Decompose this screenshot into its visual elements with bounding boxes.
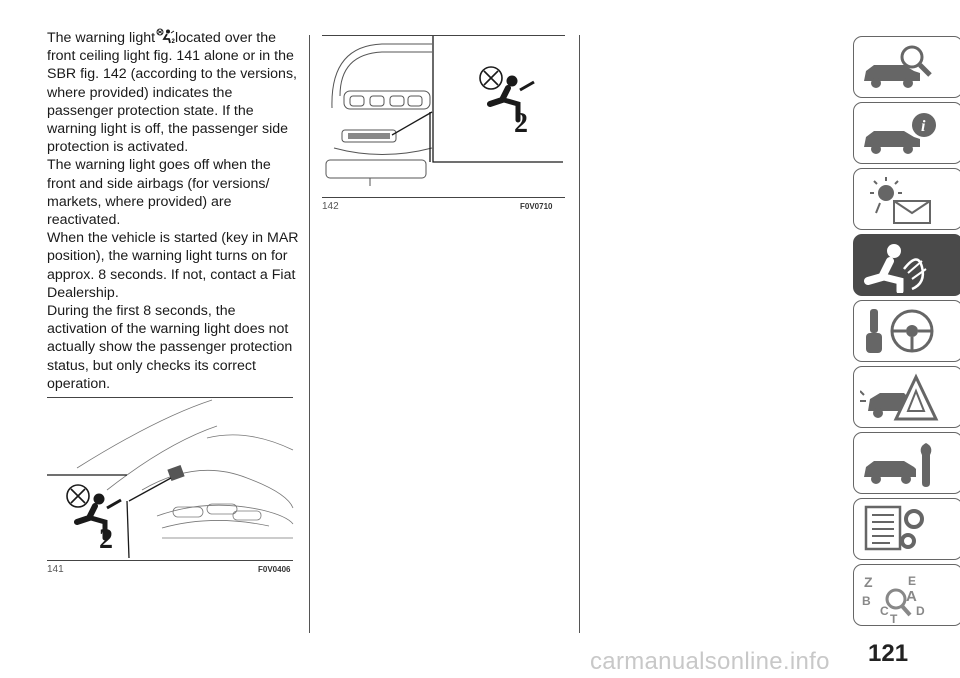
paragraph-4: During the first 8 seconds, the activation of the warning light does not actually show the passenger protection status, but only checks its correct operation. (47, 303, 293, 392)
tab-index[interactable] (853, 564, 960, 626)
paragraph-1 (47, 28, 299, 156)
svg-text:E: E (908, 574, 917, 588)
car-magnifier-icon (860, 41, 940, 95)
tab-safety[interactable] (853, 234, 960, 296)
svg-text:T: T (890, 612, 898, 623)
list-gears-icon (860, 503, 940, 557)
tab-warning-lights[interactable] (853, 168, 960, 230)
svg-text:A: A (906, 588, 917, 605)
seat-airbag-icon (860, 239, 940, 293)
para1-start: The warning light (47, 30, 156, 46)
fig142-bottom-rule (322, 197, 565, 198)
svg-text:i: i (921, 118, 926, 135)
para1-end: located over the front ceiling light fig. 141 alone or in the SBR fig. 142 (according to the versions, where provided) indicates the passenger protection state. If the warning light is off, the passenger side protection is activated. (47, 30, 297, 156)
svg-text:D: D (916, 604, 925, 618)
car-wrench-icon (860, 437, 940, 491)
tab-dashboard-knowledge[interactable] (853, 36, 960, 98)
column-divider-2 (579, 35, 580, 633)
alphabet-magnifier-icon (860, 569, 940, 623)
car-info-icon (860, 107, 940, 161)
fig141-label: 2 (99, 524, 113, 555)
fig142-code: F0V0710 (520, 202, 553, 211)
tab-in-emergency[interactable] (853, 366, 960, 428)
tab-maintenance[interactable] (853, 432, 960, 494)
watermark: carmanualsonline.info (590, 648, 830, 675)
fig141-illustration (47, 398, 295, 560)
svg-text:2: 2 (171, 39, 175, 44)
tab-getting-to-know-car[interactable] (853, 102, 960, 164)
svg-text:Z: Z (864, 574, 873, 590)
fig141-code: F0V0406 (258, 565, 291, 574)
passenger-airbag-off-icon (155, 28, 175, 44)
tab-starting-driving[interactable] (853, 300, 960, 362)
fig142-illustration (322, 36, 567, 196)
warning-light-envelope-icon (860, 173, 940, 227)
key-steering-wheel-icon (860, 305, 940, 359)
column-divider-1 (309, 35, 310, 633)
svg-text:B: B (862, 594, 871, 608)
svg-text:C: C (880, 604, 889, 618)
tab-technical-data[interactable] (853, 498, 960, 560)
fig142-label: 2 (514, 108, 528, 139)
paragraph-3: When the vehicle is started (key in MAR position), the warning light turns on for approx. 8 seconds. If not, contact a Fiat Dealership. (47, 230, 299, 301)
fig142-number: 142 (322, 201, 339, 212)
crash-warning-triangle-icon (860, 371, 940, 425)
paragraph-2: The warning light goes off when the front and side airbags (for versions/ markets, where provided) are reactivated. (47, 157, 271, 229)
page-number: 121 (868, 640, 909, 667)
fig141-number: 141 (47, 564, 64, 575)
fig141-bottom-rule (47, 560, 293, 561)
body-text (47, 28, 299, 393)
